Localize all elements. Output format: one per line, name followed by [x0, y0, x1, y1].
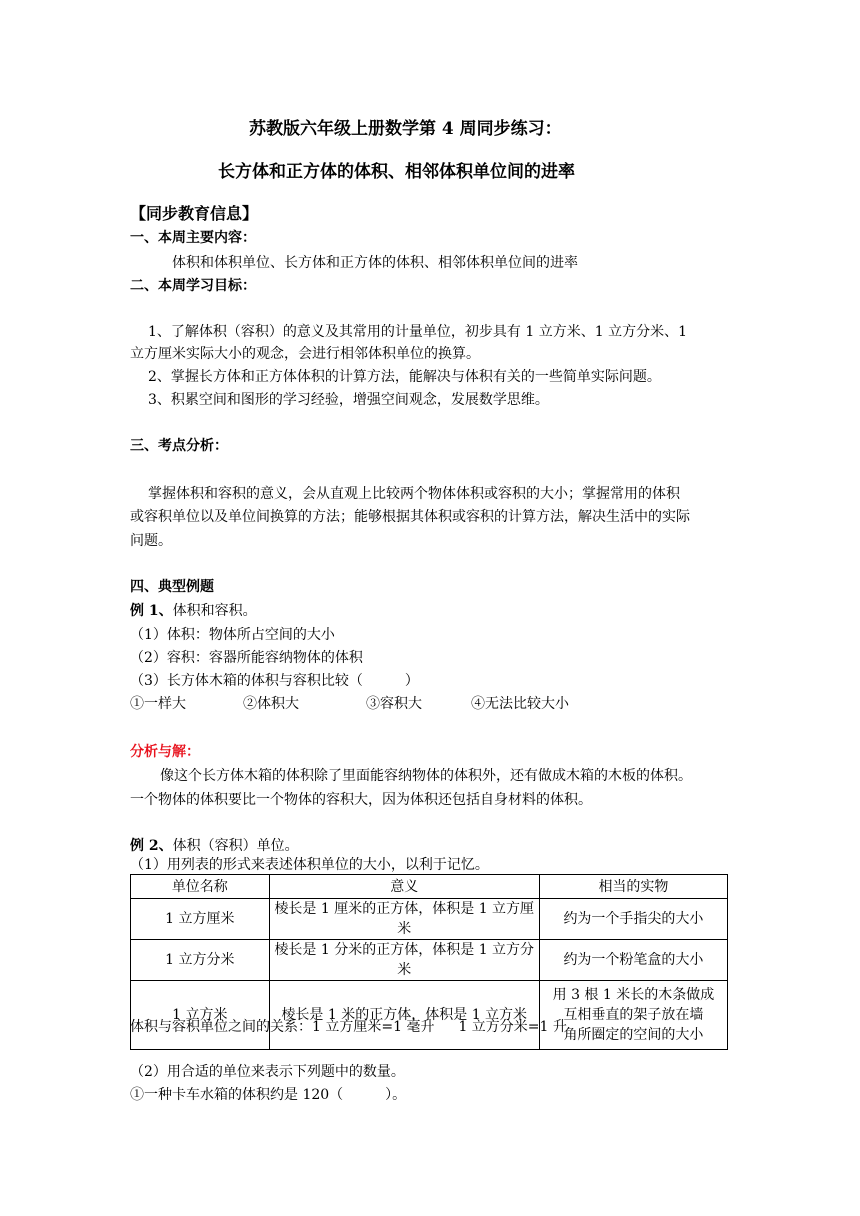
goal-1-line2: 立方厘米实际大小的观念，会进行相邻体积单位的换算。 — [130, 346, 480, 362]
option-2: ②体积大 — [243, 696, 299, 712]
table-header-cell: 意义 — [269, 875, 539, 899]
example-2-question-1: ①一种卡车水箱的体积约是 120（ ）。 — [130, 1087, 407, 1103]
table-cell: 约为一个粉笔盒的大小 — [539, 940, 727, 981]
example-1-label: 例 1、 — [130, 603, 173, 619]
table-cell-line: 互相垂直的架子放在墙 — [563, 1007, 704, 1023]
table-row — [131, 940, 728, 981]
goal-2: 2、掌握长方体和正方体体积的计算方法，能解决与体积有关的一些简单实际问题。 — [148, 369, 661, 385]
table-cell: 棱长是 1 厘米的正方体，体积是 1 立方厘米 — [269, 899, 539, 940]
heading-key-points: 三、考点分析： — [130, 438, 228, 454]
example-1-heading — [130, 601, 257, 621]
heading-examples: 四、典型例题 — [130, 579, 214, 595]
table-row — [131, 899, 728, 940]
table-cell: 棱长是 1 米的正方体，体积是 1 立方米 — [269, 981, 539, 1050]
table-cell: 1 立方分米 — [131, 940, 270, 981]
key-points-line2: 或容积单位以及单位间换算的方法；能够根据其体积或容积的计算方法，解决生活中的实际 — [130, 509, 690, 525]
analysis-line2: 一个物体的体积要比一个物体的容积大，因为体积还包括自身材料的体积。 — [130, 792, 592, 808]
example-1-title: 体积和容积。 — [172, 603, 257, 619]
goal-3: 3、积累空间和图形的学习经验，增强空间观念，发展数学思维。 — [148, 392, 549, 408]
heading-learning-goals: 二、本周学习目标： — [130, 278, 256, 294]
table-header-cell: 相当的实物 — [539, 875, 727, 899]
option-4: ④无法比较大小 — [471, 696, 569, 712]
analysis-heading: 分析与解： — [130, 744, 200, 760]
example-2-item-1: （1）用列表的形式来表述体积单位的大小，以利于记忆。 — [130, 857, 489, 873]
analysis-line1: 像这个长方体木箱的体积除了里面能容纳物体的体积外，还有做成木箱的木板的体积。 — [160, 768, 692, 784]
example-2-label: 例 2、 — [130, 838, 173, 854]
option-3: ③容积大 — [366, 696, 422, 712]
section-heading-sync-info: 【同步教育信息】 — [130, 204, 259, 223]
table-cell-line: 用 3 根 1 米长的木条做成 — [552, 987, 715, 1003]
option-1: ①一样大 — [130, 696, 186, 712]
unit-relation-text: 体积与容积单位之间的关系：1 立方厘米=1 毫升 — [130, 1019, 435, 1035]
example-2-title: 体积（容积）单位。 — [172, 838, 299, 854]
table-cell: 棱长是 1 分米的正方体，体积是 1 立方分米 — [269, 940, 539, 981]
unit-relation — [130, 1017, 567, 1037]
table-cell-line: 角所圈定的空间的大小 — [563, 1027, 704, 1043]
table-cell: 1 立方厘米 — [131, 899, 270, 940]
main-content-text: 体积和体积单位、长方体和正方体的体积、相邻体积单位间的进率 — [172, 255, 578, 271]
table-cell: 1 立方米 — [131, 981, 270, 1050]
table-cell: 约为一个手指尖的大小 — [539, 899, 727, 940]
example-2-item-2: （2）用合适的单位来表示下列题中的数量。 — [130, 1064, 405, 1080]
goal-1-line1: 1、了解体积（容积）的意义及其常用的计量单位，初步具有 1 立方米、1 立方分米、1 — [148, 324, 687, 340]
key-points-line3: 问题。 — [130, 533, 172, 549]
table-header-cell: 单位名称 — [131, 875, 270, 899]
example-1-item-3: （3）长方体木箱的体积与容积比较（ ） — [130, 673, 419, 689]
table-cell — [539, 981, 727, 1050]
table-header-row — [131, 875, 728, 899]
example-1-item-2: （2）容积：容器所能容纳物体的体积 — [130, 650, 363, 666]
heading-main-content: 一、本周主要内容： — [130, 230, 256, 246]
example-2-heading — [130, 836, 299, 856]
table-row — [131, 981, 728, 1050]
doc-title-line2: 长方体和正方体的体积、相邻体积单位间的进率 — [218, 162, 575, 182]
key-points-line1: 掌握体积和容积的意义，会从直观上比较两个物体体积或容积的大小；掌握常用的体积 — [148, 486, 680, 502]
example-1-item-1: （1）体积：物体所占空间的大小 — [130, 627, 335, 643]
doc-title-line1: 苏教版六年级上册数学第 4 周同步练习： — [249, 119, 562, 139]
unit-relation-text-2: 1 立方分米=1 升 — [458, 1019, 567, 1035]
